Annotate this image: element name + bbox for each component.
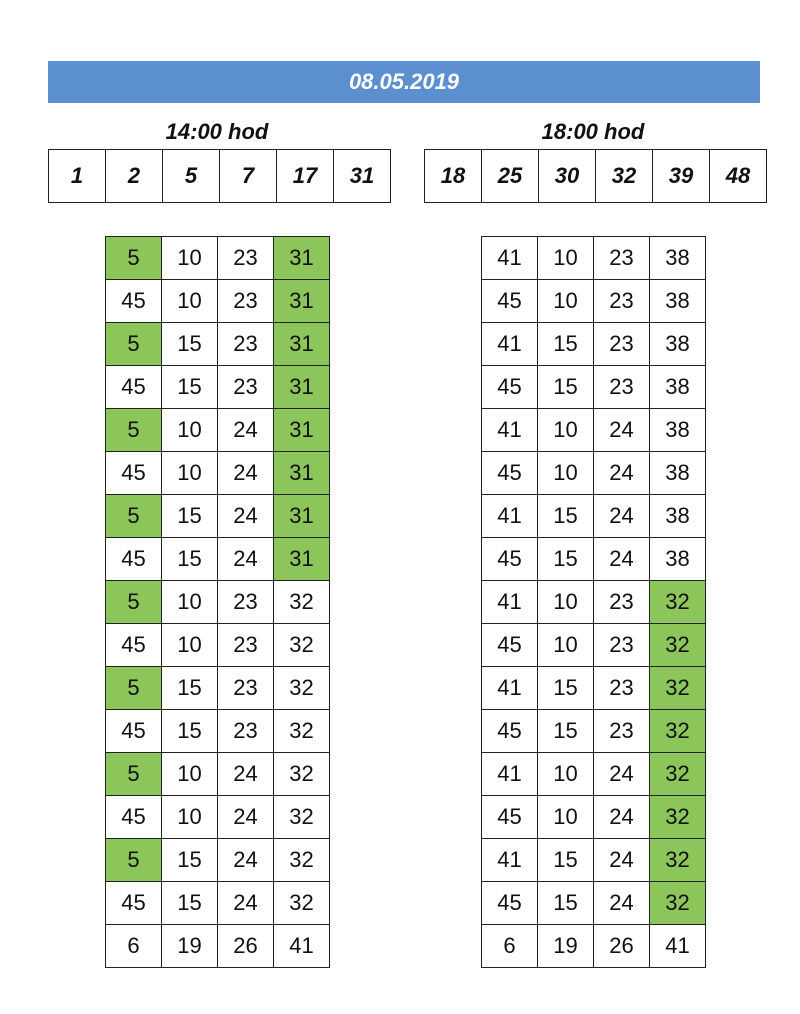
combination-cell: 41 <box>482 495 538 538</box>
combination-cell: 23 <box>594 237 650 280</box>
combination-row <box>482 882 706 925</box>
combination-cell: 41 <box>482 753 538 796</box>
combination-cell: 24 <box>218 796 274 839</box>
combination-cell: 24 <box>594 495 650 538</box>
combination-cell: 15 <box>162 667 218 710</box>
combination-cell: 45 <box>482 366 538 409</box>
combination-row <box>106 753 330 796</box>
combination-cell: 15 <box>162 710 218 753</box>
combination-cell: 45 <box>482 882 538 925</box>
combination-cell: 23 <box>218 710 274 753</box>
combination-row <box>482 839 706 882</box>
combination-cell: 31 <box>274 409 330 452</box>
combination-cell: 10 <box>162 409 218 452</box>
drawn-number: 30 <box>539 150 596 203</box>
combination-cell: 15 <box>538 882 594 925</box>
combination-cell: 19 <box>538 925 594 968</box>
combination-grid-1400 <box>105 236 330 968</box>
combination-cell: 5 <box>106 495 162 538</box>
drawn-number: 18 <box>425 150 482 203</box>
session-title-1800: 18:00 hod <box>541 119 645 144</box>
combination-cell: 38 <box>650 495 706 538</box>
combination-cell: 32 <box>650 839 706 882</box>
combination-cell: 45 <box>106 538 162 581</box>
combination-row <box>106 796 330 839</box>
combination-cell: 23 <box>218 581 274 624</box>
combination-cell: 10 <box>162 581 218 624</box>
combination-row <box>482 624 706 667</box>
combination-cell: 31 <box>274 237 330 280</box>
combination-cell: 45 <box>106 366 162 409</box>
combination-row <box>106 839 330 882</box>
drawn-number: 2 <box>106 150 163 203</box>
combination-cell: 32 <box>650 796 706 839</box>
combination-cell: 32 <box>274 882 330 925</box>
drawn-number: 5 <box>163 150 220 203</box>
combination-cell: 6 <box>106 925 162 968</box>
combination-cell: 15 <box>538 839 594 882</box>
combination-cell: 31 <box>274 280 330 323</box>
combination-row <box>106 710 330 753</box>
combination-cell: 45 <box>482 538 538 581</box>
combination-cell: 10 <box>538 409 594 452</box>
combination-cell: 32 <box>274 839 330 882</box>
combination-row <box>482 452 706 495</box>
combination-cell: 24 <box>218 839 274 882</box>
combination-cell: 23 <box>594 710 650 753</box>
session-title-1400: 14:00 hod <box>165 119 269 144</box>
combination-cell: 24 <box>218 452 274 495</box>
drawn-number: 7 <box>220 150 277 203</box>
combination-cell: 32 <box>274 667 330 710</box>
combination-cell: 45 <box>106 882 162 925</box>
combination-cell: 32 <box>650 667 706 710</box>
drawn-number: 1 <box>49 150 106 203</box>
combination-cell: 23 <box>218 667 274 710</box>
combination-cell: 24 <box>594 753 650 796</box>
drawn-number: 48 <box>710 150 767 203</box>
combination-cell: 24 <box>594 882 650 925</box>
combination-row <box>106 409 330 452</box>
combination-row <box>482 710 706 753</box>
combination-cell: 41 <box>482 839 538 882</box>
combination-cell: 5 <box>106 409 162 452</box>
combination-cell: 45 <box>106 280 162 323</box>
combination-cell: 10 <box>162 452 218 495</box>
combination-cell: 10 <box>538 624 594 667</box>
combination-cell: 32 <box>650 624 706 667</box>
combination-cell: 10 <box>538 581 594 624</box>
combination-cell: 32 <box>274 710 330 753</box>
combination-cell: 5 <box>106 667 162 710</box>
combination-cell: 15 <box>538 366 594 409</box>
combination-cell: 31 <box>274 366 330 409</box>
combination-row <box>482 366 706 409</box>
combination-row <box>106 323 330 366</box>
drawn-numbers-1400 <box>48 149 391 203</box>
combination-cell: 45 <box>482 452 538 495</box>
combination-cell: 10 <box>538 280 594 323</box>
combination-row <box>482 495 706 538</box>
combination-cell: 24 <box>218 495 274 538</box>
combination-cell: 24 <box>218 882 274 925</box>
combination-row <box>482 925 706 968</box>
combination-cell: 38 <box>650 366 706 409</box>
combination-cell: 41 <box>482 667 538 710</box>
combination-grid-1800 <box>481 236 706 968</box>
date-banner: 08.05.2019 <box>48 61 760 103</box>
combination-cell: 45 <box>106 796 162 839</box>
combination-row <box>482 538 706 581</box>
combination-row <box>106 538 330 581</box>
combination-cell: 41 <box>482 409 538 452</box>
combination-cell: 32 <box>650 710 706 753</box>
combination-cell: 23 <box>218 366 274 409</box>
combination-row <box>106 624 330 667</box>
combination-cell: 32 <box>274 753 330 796</box>
combination-row <box>482 280 706 323</box>
combination-cell: 32 <box>650 882 706 925</box>
combination-cell: 15 <box>162 495 218 538</box>
combination-cell: 19 <box>162 925 218 968</box>
combination-cell: 10 <box>538 796 594 839</box>
combination-cell: 23 <box>218 624 274 667</box>
combination-cell: 32 <box>650 581 706 624</box>
combination-cell: 45 <box>482 280 538 323</box>
drawn-numbers-1800 <box>424 149 767 203</box>
combination-row <box>106 882 330 925</box>
combination-cell: 24 <box>218 538 274 581</box>
drawn-number: 25 <box>482 150 539 203</box>
combination-cell: 10 <box>162 796 218 839</box>
combination-cell: 15 <box>162 882 218 925</box>
combination-row <box>106 280 330 323</box>
combination-cell: 5 <box>106 323 162 366</box>
combination-row <box>482 667 706 710</box>
drawn-number: 31 <box>334 150 391 203</box>
combination-cell: 23 <box>218 280 274 323</box>
combination-cell: 10 <box>162 753 218 796</box>
combination-cell: 38 <box>650 237 706 280</box>
combination-row <box>482 409 706 452</box>
combination-cell: 15 <box>538 710 594 753</box>
combination-cell: 38 <box>650 452 706 495</box>
combination-cell: 10 <box>162 237 218 280</box>
combination-cell: 31 <box>274 538 330 581</box>
combination-cell: 23 <box>218 323 274 366</box>
combination-cell: 45 <box>482 796 538 839</box>
combination-cell: 23 <box>218 237 274 280</box>
combination-cell: 15 <box>538 538 594 581</box>
drawn-number: 39 <box>653 150 710 203</box>
combination-cell: 32 <box>274 796 330 839</box>
combination-row <box>482 581 706 624</box>
combination-row <box>106 452 330 495</box>
combination-cell: 31 <box>274 323 330 366</box>
combination-cell: 15 <box>538 667 594 710</box>
combination-cell: 38 <box>650 538 706 581</box>
combination-cell: 45 <box>106 624 162 667</box>
combination-row <box>106 495 330 538</box>
combination-row <box>106 366 330 409</box>
combination-cell: 32 <box>650 753 706 796</box>
combination-cell: 15 <box>538 495 594 538</box>
combination-cell: 32 <box>274 581 330 624</box>
combination-cell: 15 <box>162 366 218 409</box>
combination-row <box>106 237 330 280</box>
combination-cell: 24 <box>594 796 650 839</box>
combination-cell: 15 <box>538 323 594 366</box>
combination-cell: 45 <box>106 710 162 753</box>
combination-cell: 10 <box>538 753 594 796</box>
drawn-number: 32 <box>596 150 653 203</box>
combination-row <box>106 581 330 624</box>
combination-cell: 10 <box>162 280 218 323</box>
combination-row <box>482 753 706 796</box>
combination-cell: 26 <box>218 925 274 968</box>
combination-cell: 38 <box>650 323 706 366</box>
combination-cell: 32 <box>274 624 330 667</box>
combination-cell: 5 <box>106 237 162 280</box>
combination-cell: 45 <box>106 452 162 495</box>
combination-cell: 23 <box>594 323 650 366</box>
combination-cell: 24 <box>594 409 650 452</box>
combination-cell: 15 <box>162 839 218 882</box>
combination-cell: 24 <box>594 538 650 581</box>
combination-cell: 23 <box>594 581 650 624</box>
combination-cell: 24 <box>218 409 274 452</box>
combination-cell: 45 <box>482 624 538 667</box>
combination-cell: 15 <box>162 538 218 581</box>
combination-row <box>482 323 706 366</box>
combination-cell: 38 <box>650 409 706 452</box>
combination-cell: 41 <box>274 925 330 968</box>
combination-cell: 10 <box>538 237 594 280</box>
combination-cell: 23 <box>594 667 650 710</box>
combination-cell: 23 <box>594 624 650 667</box>
combination-cell: 45 <box>482 710 538 753</box>
combination-row <box>106 667 330 710</box>
combination-row <box>482 237 706 280</box>
combination-cell: 6 <box>482 925 538 968</box>
combination-cell: 38 <box>650 280 706 323</box>
combination-cell: 23 <box>594 366 650 409</box>
combination-cell: 10 <box>162 624 218 667</box>
combination-cell: 24 <box>594 452 650 495</box>
combination-cell: 15 <box>162 323 218 366</box>
combination-cell: 24 <box>594 839 650 882</box>
combination-row <box>482 796 706 839</box>
combination-cell: 5 <box>106 753 162 796</box>
combination-cell: 41 <box>482 323 538 366</box>
drawn-number: 17 <box>277 150 334 203</box>
combination-cell: 23 <box>594 280 650 323</box>
combination-cell: 41 <box>482 237 538 280</box>
combination-row <box>106 925 330 968</box>
combination-cell: 31 <box>274 495 330 538</box>
combination-cell: 10 <box>538 452 594 495</box>
combination-cell: 26 <box>594 925 650 968</box>
combination-cell: 31 <box>274 452 330 495</box>
combination-cell: 5 <box>106 581 162 624</box>
combination-cell: 41 <box>650 925 706 968</box>
combination-cell: 41 <box>482 581 538 624</box>
combination-cell: 24 <box>218 753 274 796</box>
combination-cell: 5 <box>106 839 162 882</box>
